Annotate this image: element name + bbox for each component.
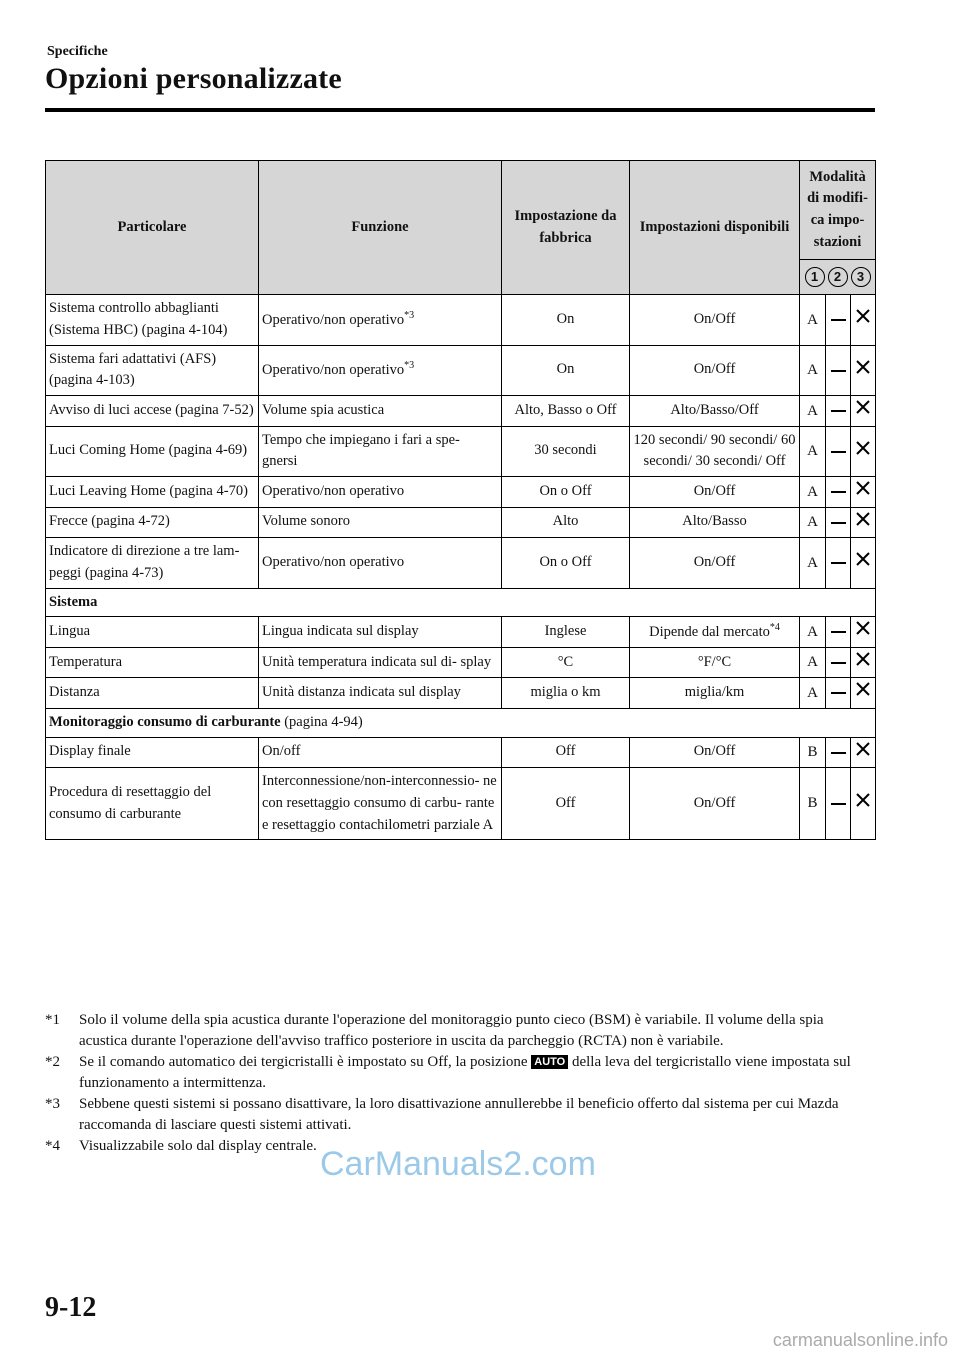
dash-icon — [831, 803, 846, 805]
cell-factory-setting — [502, 737, 630, 768]
mode-1-value: B — [807, 744, 818, 761]
cell-mode-3 — [851, 768, 876, 840]
cell-mode-3 — [851, 345, 876, 396]
mode-1-value: A — [807, 684, 818, 701]
item-text: Lingua — [49, 623, 91, 640]
cell-mode-3 — [851, 507, 876, 538]
auto-icon: AUTO — [531, 1055, 568, 1069]
mode-2-circle: 2 — [828, 267, 848, 287]
function-text: Operativo/non operativo — [262, 311, 405, 328]
factory-text: Off — [555, 743, 576, 760]
cell-available-settings — [630, 345, 800, 396]
mode-1-circle: 1 — [805, 267, 825, 287]
cell-mode-1 — [800, 345, 826, 396]
factory-text: On o Off — [539, 482, 592, 499]
cell-available-settings — [630, 396, 800, 427]
cell-item — [46, 345, 259, 396]
cell-item — [46, 617, 259, 648]
section-title: Monitoraggio consumo di carburante — [49, 713, 281, 730]
table-row — [46, 538, 876, 589]
cell-factory-setting — [502, 538, 630, 589]
cell-mode-3 — [851, 678, 876, 709]
cell-factory-setting — [502, 678, 630, 709]
available-text: Dipende dal mercato — [649, 624, 770, 641]
cell-item — [46, 768, 259, 840]
cell-function — [259, 647, 502, 678]
mode-1-value: A — [807, 311, 818, 328]
footnote-item — [45, 1094, 875, 1136]
cell-mode-1 — [800, 737, 826, 768]
cell-factory-setting — [502, 507, 630, 538]
watermark-carmanualsonline: carmanualsonline.info — [772, 1330, 948, 1350]
cell-mode-2 — [826, 538, 851, 589]
dash-icon — [831, 491, 846, 493]
header-function: Funzione — [259, 161, 502, 295]
available-text: 120 secondi/ 90 secondi/ 60 secondi/ 30 secondi/ Off — [633, 431, 796, 470]
cell-mode-1 — [800, 295, 826, 346]
factory-text: On — [556, 310, 575, 327]
footnote-number: *4 — [45, 1138, 60, 1154]
factory-text: Off — [555, 794, 576, 811]
cell-available-settings — [630, 538, 800, 589]
cell-mode-3 — [851, 477, 876, 508]
footnote-body-before: Se il comando automatico dei tergicristalli è impostato su Off, la posizione — [79, 1054, 528, 1070]
available-text: Alto/Basso — [682, 513, 747, 530]
cell-function — [259, 396, 502, 427]
table-row — [46, 426, 876, 477]
cell-mode-3 — [851, 647, 876, 678]
cell-mode-3 — [851, 396, 876, 427]
dash-icon — [831, 631, 846, 633]
available-text: On/Off — [693, 310, 736, 327]
cell-function — [259, 507, 502, 538]
cell-available-settings — [630, 507, 800, 538]
function-text: Unità temperatura indicata sul di- splay — [262, 653, 492, 670]
footnote-ref: *3 — [404, 309, 415, 321]
cross-icon — [855, 308, 871, 332]
section-label: Specifiche — [47, 44, 108, 59]
footnote-number: *1 — [45, 1012, 60, 1028]
watermark-carmanuals2: CarManuals2.com — [320, 1145, 596, 1183]
available-text: On/Off — [693, 553, 736, 570]
cross-icon — [855, 620, 871, 644]
cell-mode-1 — [800, 396, 826, 427]
factory-text: On — [556, 361, 575, 378]
footnote-item — [45, 1010, 875, 1052]
function-text: Interconnessione/non-interconnessio- ne con resettaggio consumo di carbu- rante e resettaggio contachilometri parziale A — [262, 773, 497, 833]
cell-mode-1 — [800, 426, 826, 477]
cell-factory-setting — [502, 617, 630, 648]
mode-1-value: B — [807, 795, 818, 812]
mode-3-circle: 3 — [851, 267, 871, 287]
footnotes — [45, 1010, 875, 1157]
cross-icon — [855, 511, 871, 535]
cell-factory-setting — [502, 647, 630, 678]
cell-item — [46, 396, 259, 427]
factory-text: miglia o km — [530, 684, 601, 701]
cell-item — [46, 477, 259, 508]
dash-icon — [831, 562, 846, 564]
footnote-ref: *4 — [769, 622, 780, 634]
function-text: Operativo/non operativo — [262, 482, 405, 499]
available-text: miglia/km — [684, 684, 745, 701]
table-section-row — [46, 708, 876, 737]
available-text: °F/°C — [697, 653, 732, 670]
dash-icon — [831, 370, 846, 372]
cell-function — [259, 477, 502, 508]
cell-mode-1 — [800, 477, 826, 508]
header-available-settings: Impostazioni disponibili — [630, 161, 800, 295]
table-row — [46, 737, 876, 768]
table-row — [46, 647, 876, 678]
footnote-number: *2 — [45, 1054, 60, 1070]
footnote-item — [45, 1052, 875, 1094]
mode-1-value: A — [807, 654, 818, 671]
function-text: On/off — [262, 743, 301, 760]
cell-item — [46, 538, 259, 589]
cell-mode-2 — [826, 295, 851, 346]
cell-mode-2 — [826, 345, 851, 396]
factory-text: 30 secondi — [534, 442, 597, 459]
section-heading — [46, 588, 876, 617]
available-text: On/Off — [693, 361, 736, 378]
cell-available-settings — [630, 617, 800, 648]
cell-function — [259, 345, 502, 396]
function-text: Volume sonoro — [262, 513, 350, 530]
mode-1-value: A — [807, 443, 818, 459]
item-text: Display finale — [49, 743, 131, 760]
cell-function — [259, 737, 502, 768]
page-number: 9-12 — [45, 1292, 97, 1323]
cell-factory-setting — [502, 295, 630, 346]
footnote-text — [79, 1052, 875, 1094]
available-text: On/Off — [693, 794, 736, 811]
cell-item — [46, 737, 259, 768]
cell-mode-2 — [826, 678, 851, 709]
dash-icon — [831, 451, 846, 453]
page-title: Opzioni personalizzate — [45, 62, 342, 95]
mode-1-value: A — [807, 402, 818, 419]
cell-mode-2 — [826, 396, 851, 427]
footnote-body: Sebbene questi sistemi si possano disattivare, la loro disattivazione annullerebbe il beneficio offerto dal sistema per cui Mazda raccomanda di lasciare questi sistemi attivati. — [79, 1096, 839, 1133]
cell-function — [259, 617, 502, 648]
cell-mode-1 — [800, 768, 826, 840]
table-body — [46, 295, 876, 840]
table-row — [46, 768, 876, 840]
dash-icon — [831, 319, 846, 321]
dash-icon — [831, 522, 846, 524]
mode-1-value: A — [807, 514, 818, 530]
cell-mode-2 — [826, 737, 851, 768]
cell-function — [259, 538, 502, 589]
cell-mode-2 — [826, 647, 851, 678]
footnote-text — [79, 1010, 875, 1052]
cell-mode-2 — [826, 507, 851, 538]
cell-available-settings — [630, 295, 800, 346]
cell-function — [259, 295, 502, 346]
table-row — [46, 477, 876, 508]
cell-factory-setting — [502, 426, 630, 477]
header-change-mode: Modalità di modifi- ca impo- stazioni — [800, 161, 876, 260]
function-text: Unità distanza indicata sul display — [262, 684, 461, 701]
item-text: Indicatore di direzione a tre lam- peggi (pagina 4-73) — [49, 543, 240, 581]
footnote-body: Solo il volume della spia acustica durante l'operazione del monitoraggio punto cieco (BSM) è variabile. Il volume della spia acustica durante l'operazione dell'avviso traffico posteriore in uscita da parcheggio (RCTA) non è variabile. — [79, 1012, 824, 1049]
table-row — [46, 507, 876, 538]
item-text: Frecce (pagina 4-72) — [49, 513, 170, 530]
cell-available-settings — [630, 477, 800, 508]
mode-number-row — [800, 260, 876, 295]
table-row — [46, 345, 876, 396]
title-rule — [45, 108, 875, 112]
cross-icon — [855, 792, 871, 816]
dash-icon — [831, 410, 846, 412]
cell-available-settings — [630, 647, 800, 678]
cell-mode-1 — [800, 678, 826, 709]
cell-mode-2 — [826, 477, 851, 508]
cell-available-settings — [630, 737, 800, 768]
header-factory-setting: Impostazione da fabbrica — [502, 161, 630, 295]
dash-icon — [831, 662, 846, 664]
table-row — [46, 617, 876, 648]
factory-text: Alto — [552, 513, 579, 530]
cell-mode-1 — [800, 617, 826, 648]
cell-item — [46, 678, 259, 709]
cell-factory-setting — [502, 477, 630, 508]
footnote-number: *3 — [45, 1096, 60, 1112]
available-text: Alto/Basso/Off — [670, 401, 759, 418]
item-text: Avviso di luci accese (pagina 7-52) — [49, 401, 254, 418]
dash-icon — [831, 752, 846, 754]
item-text: Sistema controllo abbaglianti (Sistema HBC) (pagina 4-104) — [49, 300, 228, 338]
footnote-body-after: della leva del tergicristallo viene impostata sul funzionamento a intermittenza. — [79, 1054, 851, 1091]
function-text: Operativo/non operativo — [262, 553, 405, 570]
cell-function — [259, 678, 502, 709]
item-text: Temperatura — [49, 653, 123, 670]
factory-text: On o Off — [539, 553, 592, 570]
cell-mode-3 — [851, 538, 876, 589]
cell-mode-2 — [826, 426, 851, 477]
cross-icon — [855, 681, 871, 705]
cell-item — [46, 295, 259, 346]
cross-icon — [855, 399, 871, 423]
cross-icon — [855, 741, 871, 765]
section-page-ref: (pagina 4-94) — [284, 713, 363, 730]
mode-1-value: A — [807, 623, 818, 640]
dash-icon — [831, 692, 846, 694]
item-text: Procedura di resettaggio del consumo di carburante — [49, 783, 212, 822]
footnote-text — [79, 1094, 875, 1136]
cell-mode-1 — [800, 507, 826, 538]
cell-item — [46, 647, 259, 678]
cell-item — [46, 426, 259, 477]
available-text: On/Off — [693, 482, 736, 499]
table-section-row — [46, 588, 876, 617]
footnote-ref: *3 — [404, 360, 415, 372]
cell-factory-setting — [502, 396, 630, 427]
item-text: Luci Coming Home (pagina 4-69) — [49, 442, 248, 459]
cell-available-settings — [630, 426, 800, 477]
factory-text: °C — [557, 653, 574, 670]
item-text: Sistema fari adattativi (AFS) (pagina 4-103) — [49, 350, 217, 389]
cell-available-settings — [630, 678, 800, 709]
available-text: On/Off — [693, 743, 736, 760]
cross-icon — [855, 359, 871, 383]
cell-factory-setting — [502, 768, 630, 840]
function-text: Volume spia acustica — [262, 401, 385, 418]
function-text: Tempo che impiegano i fari a spe- gnersi — [262, 431, 460, 470]
cross-icon — [855, 551, 871, 575]
item-text: Distanza — [49, 684, 100, 701]
cell-factory-setting — [502, 345, 630, 396]
function-text: Operativo/non operativo — [262, 362, 405, 379]
table-row — [46, 295, 876, 346]
footnote-body: Visualizzabile solo dal display centrale. — [79, 1138, 317, 1154]
cell-mode-1 — [800, 538, 826, 589]
table-row — [46, 678, 876, 709]
cross-icon — [855, 480, 871, 504]
section-heading — [46, 708, 876, 737]
cross-icon — [855, 651, 871, 675]
cell-mode-3 — [851, 295, 876, 346]
section-title: Sistema — [49, 593, 98, 610]
cell-available-settings — [630, 768, 800, 840]
cell-mode-2 — [826, 768, 851, 840]
cell-function — [259, 768, 502, 840]
function-text: Lingua indicata sul display — [262, 623, 419, 640]
cross-icon — [855, 440, 871, 464]
mode-1-value: A — [807, 554, 818, 571]
cell-mode-1 — [800, 647, 826, 678]
item-text: Luci Leaving Home (pagina 4-70) — [49, 482, 248, 499]
mode-1-value: A — [807, 362, 818, 378]
factory-text: Inglese — [544, 623, 587, 640]
cell-mode-3 — [851, 737, 876, 768]
table-header-row — [46, 161, 876, 260]
table-row — [46, 396, 876, 427]
cell-item — [46, 507, 259, 538]
cell-function — [259, 426, 502, 477]
header-item: Particolare — [46, 161, 259, 295]
custom-options-table — [45, 160, 876, 840]
cell-mode-2 — [826, 617, 851, 648]
cell-mode-3 — [851, 426, 876, 477]
mode-1-value: A — [807, 483, 818, 500]
factory-text: Alto, Basso o Off — [514, 401, 617, 418]
cell-mode-3 — [851, 617, 876, 648]
